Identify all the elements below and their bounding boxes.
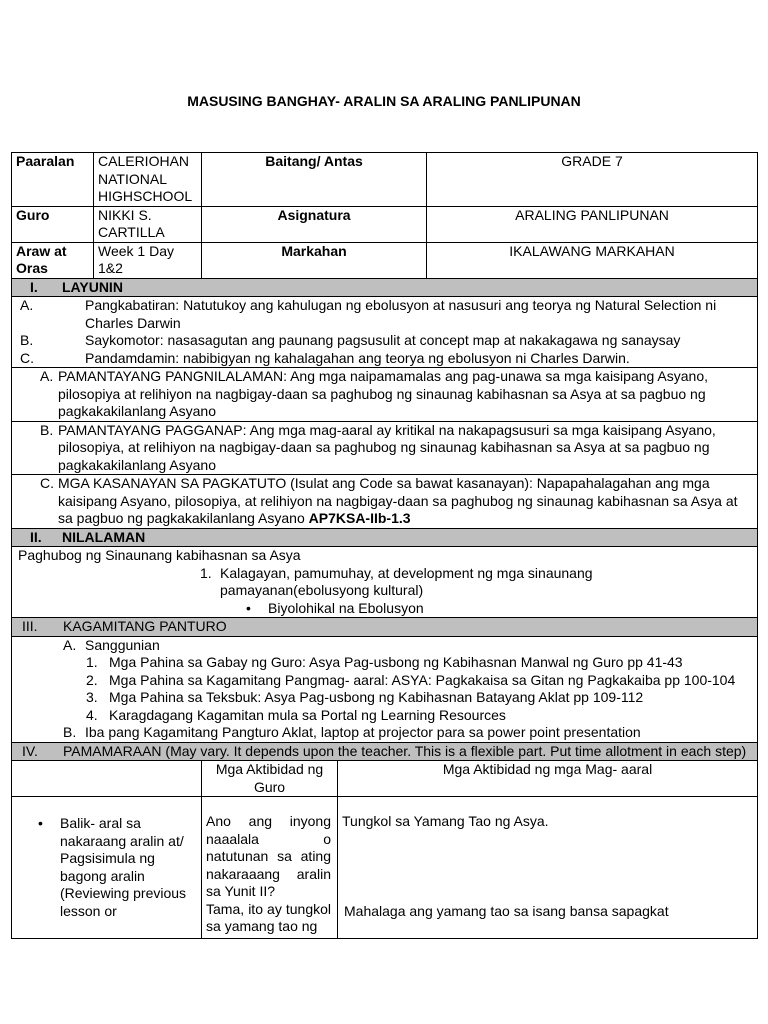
section-title: PAMAMARAAN (May vary. It depends upon the teacher. This is a flexible part. Put time allotment in each step): [63, 742, 747, 759]
guro-label: Guro: [12, 206, 94, 242]
bullet-text: Biyolohikal na Ebolusyon: [268, 599, 424, 616]
iba-item: [63, 724, 753, 742]
iba-text: Iba pang Kagamitang Pangturo Aklat, laptop at projector para sa power point presentation: [85, 724, 641, 740]
objective-text: Pandamdamin: nabibigyan ng kahalagahan ang teorya ng ebolusyon ni Charles Darwin.: [85, 349, 630, 366]
kagamitan-row: [12, 636, 758, 742]
section-number: I.: [30, 278, 38, 295]
guro-question: Ano ang inyong naaalala o natutunan sa ating nakaraaang aralin sa Yunit II?: [206, 813, 332, 899]
reference-text: Mga Pahina sa Teksbuk: Asya Pag-usbong ng Kabihasnan Batayang Aklat pp 109-112: [109, 689, 644, 705]
baitang-value: GRADE 7: [427, 153, 758, 207]
document-title: MASUSING BANGHAY- ARALIN SA ARALING PANLIPUNAN: [187, 93, 581, 109]
topic-text: Paghubog ng Sinaunang kabihasnan sa Asya: [18, 547, 301, 563]
guro-answer: Tama, ito ay tungkol sa yamang tao ng: [206, 900, 332, 934]
objective-letter: B.: [20, 332, 34, 348]
asignatura-label: Asignatura: [202, 206, 427, 242]
bullet-icon: •: [246, 599, 251, 616]
objective-item: [20, 297, 753, 332]
sanggunian-text: Sanggunian: [85, 636, 160, 653]
objective-text: Pangkabatiran: Natutukoy ang kahulugan ng ebolusyon at nasusuri ang teorya ng Natural Selection ni Charles Darwin: [85, 297, 717, 331]
magaaral-answer-2: Mahalaga ang yamang tao sa isang bansa sapagkat: [344, 903, 669, 919]
pamantayang-pangnilalaman-row: [12, 368, 758, 422]
reference-item: [63, 707, 753, 725]
guro-value: NIKKI S. CARTILLA: [94, 206, 202, 242]
pamantayang-pagganap-row: [12, 421, 758, 475]
section-number: II.: [30, 528, 42, 545]
reference-item: [63, 689, 753, 707]
section-heading-kagamitan: [12, 618, 758, 637]
pamantayang-pagganap-text: PAMANTAYANG PAGGANAP: Ang mga mag-aaral ay kritikal na nakapagsusuri sa mga kaisipang Asyano, pilosopiya, at relihiyon na nagbigay-daan sa paghubog ng sinaunag kabihasnan sa Asya at sa pagbuo ng pagkakakilanlang Asyano: [58, 421, 716, 473]
step-text: Balik- aral sa nakaraang aralin at/ Pagsisimula ng bagong aralin (Reviewing previous lesson or: [60, 815, 187, 919]
objective-letter: C.: [20, 349, 34, 366]
reference-number: 1.: [86, 654, 98, 670]
objective-text: Saykomotor: nasasagutan ang paunang pagsusulit at concept map at nakakagawa ng sanaysay: [85, 332, 681, 348]
pamantayang-pangnilalaman-text: PAMANTAYANG PANGNILALAMAN: Ang mga naipamamalas ang pag-unawa sa mga kaisipang Asyano, pilosopiya at relihiyon na nagbigay-daan sa paghubog ng sinaunag kabihasnan sa Asya at sa pagbuo ng pagkakakilanlang Asyano: [58, 368, 709, 419]
info-row-araw: [12, 242, 758, 278]
reference-item: [63, 654, 753, 672]
araw-value: Week 1 Day 1&2: [94, 242, 202, 278]
bullet-item: [18, 600, 753, 618]
competency-code: AP7KSA-IIb-1.3: [308, 510, 411, 526]
column-header-guro: Mga Aktibidad ng Guro: [202, 761, 338, 797]
objective-letter: A.: [20, 297, 34, 313]
info-row-guro: [12, 206, 758, 242]
item-letter: A.: [63, 636, 77, 653]
info-row-paaralan: [12, 153, 758, 207]
section-title: LAYUNIN: [62, 278, 123, 295]
araw-label: Araw at Oras: [12, 242, 94, 278]
reference-number: 4.: [86, 706, 98, 723]
item-letter: B.: [63, 724, 77, 740]
asignatura-value: ARALING PANLIPUNAN: [427, 206, 758, 242]
column-header-magaaral: Mga Aktibidad ng mga Mag- aaral: [338, 761, 758, 797]
item-letter: A.: [40, 368, 54, 384]
sanggunian-item: [63, 637, 753, 655]
paaralan-value: CALERIOHAN NATIONAL HIGHSCHOOL: [94, 153, 202, 207]
nilalaman-row: [12, 547, 758, 618]
bullet-icon: •: [38, 815, 43, 831]
reference-text: Karagdagang Kagamitan mula sa Portal ng Learning Resources: [109, 706, 506, 723]
reference-number: 2.: [86, 671, 98, 688]
section-title: NILALAMAN: [62, 528, 146, 545]
objective-item: [20, 332, 753, 350]
baitang-label: Baitang/ Antas: [202, 153, 427, 207]
kasanayan-text: MGA KASANAYAN SA PAGKATUTO (Isulat ang Code sa bawat kasanayan): Napapahalagahan ang mga kaisipang Asyano, pilosopiya, at relihiyon na nagbigay-daan sa paghubog ng sinaunag kabihasnan sa Asya at sa pagbuo ng pagkakakilanlang Asyano: [58, 475, 738, 526]
reference-text: Mga Pahina sa Kagamitang Pangmag- aaral: ASYA: Pagkakaisa sa Gitan ng Pagkakaiba pp 100-104: [109, 671, 736, 688]
section-number: III.: [22, 618, 38, 634]
sub-topic-number: 1.: [200, 564, 212, 581]
markahan-value: IKALAWANG MARKAHAN: [427, 242, 758, 278]
reference-item: [63, 672, 753, 690]
magaaral-answer-1: Tungkol sa Yamang Tao ng Asya.: [342, 813, 549, 829]
section-heading-nilalaman: [12, 528, 758, 547]
reference-text: Mga Pahina sa Gabay ng Guro: Asya Pag-usbong ng Kabihasnan Manwal ng Guro pp 41-43: [109, 654, 683, 670]
item-letter: C.: [40, 475, 54, 491]
paaralan-label: Paaralan: [12, 153, 94, 207]
activity-row: [12, 797, 758, 939]
item-letter: B.: [40, 421, 54, 438]
sub-topic: [18, 565, 753, 600]
objectives-row: [12, 297, 758, 368]
activities-header-row: [12, 761, 758, 797]
objective-item: [20, 350, 753, 368]
section-heading-pamamaraan: [12, 742, 758, 761]
section-heading-layunin: [12, 278, 758, 297]
sub-topic-text: Kalagayan, pamumuhay, at development ng mga sinaunang pamayanan(ebolusyong kultural): [220, 564, 593, 598]
reference-number: 3.: [86, 689, 98, 705]
section-number: IV.: [22, 742, 38, 759]
lesson-plan-table: [11, 152, 758, 939]
markahan-label: Markahan: [202, 242, 427, 278]
kasanayan-row: [12, 475, 758, 529]
section-title: KAGAMITANG PANTURO: [63, 618, 227, 634]
